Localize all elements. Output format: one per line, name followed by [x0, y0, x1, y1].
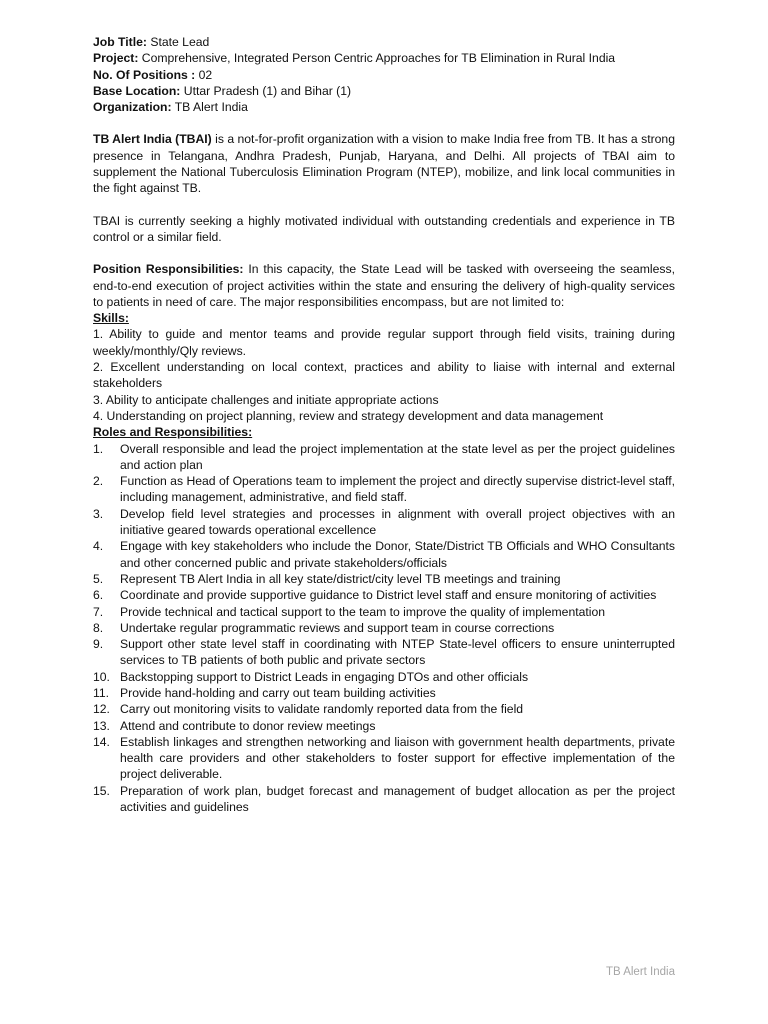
item-text: Backstopping support to District Leads in engaging DTOs and other officials — [120, 669, 529, 684]
list-item — [93, 701, 675, 717]
list-item — [93, 718, 675, 734]
item-text: Overall responsible and lead the project implementation at the state level as per the project guidelines and action plan — [120, 441, 675, 472]
skill-item: 3. Ability to anticipate challenges and initiate appropriate actions — [93, 392, 439, 407]
meta-value: 02 — [195, 67, 213, 82]
item-text: Support other state level staff in coordinating with NTEP State-level officers to ensure uninterrupted services to TB patients of both public and private sectors — [120, 637, 675, 668]
skill-item: 2. Excellent understanding on local context, practices and ability to liaise with internal and external stakeholders — [93, 360, 675, 391]
position-paragraph — [93, 261, 675, 310]
roles-list — [93, 441, 675, 816]
meta-organization — [93, 99, 675, 115]
item-text: Coordinate and provide supportive guidance to District level staff and ensure monitoring of activities — [120, 588, 657, 603]
list-item — [93, 441, 675, 474]
item-number: 7. — [93, 604, 104, 619]
meta-location — [93, 83, 675, 99]
intro-paragraph — [93, 131, 675, 196]
skill-item: 1. Ability to guide and mentor teams and provide regular support through field visits, training during weekly/monthly/Qly reviews. — [93, 327, 675, 358]
item-number: 15. — [93, 783, 110, 798]
list-item — [93, 734, 675, 783]
meta-label: Project: — [93, 51, 139, 66]
item-text: Provide technical and tactical support to the team to improve the quality of implementation — [120, 604, 606, 619]
item-text: Establish linkages and strengthen networking and liaison with government health departments, private health care providers and other stakeholders to foster support for effective implementation of the project deliverable. — [120, 734, 675, 782]
list-item — [93, 783, 675, 816]
list-item — [93, 685, 675, 701]
item-text: Function as Head of Operations team to implement the project and directly supervise district-level staff, including management, administrative, and field staff. — [120, 474, 675, 505]
item-number: 9. — [93, 637, 104, 652]
meta-value: Uttar Pradesh (1) and Bihar (1) — [180, 83, 352, 98]
meta-label: Base Location: — [93, 83, 181, 98]
meta-value: TB Alert India — [171, 100, 248, 115]
seeking-paragraph: TBAI is currently seeking a highly motivated individual with outstanding credentials and experience in TB control or a similar field. — [93, 213, 675, 244]
meta-label: Organization: — [93, 100, 172, 115]
item-text: Attend and contribute to donor review meetings — [120, 718, 376, 733]
item-text: Carry out monitoring visits to validate randomly reported data from the field — [120, 702, 524, 717]
item-number: 12. — [93, 702, 110, 717]
skill-item: 4. Understanding on project planning, review and strategy development and data management — [93, 408, 604, 423]
roles-heading: Roles and Responsibilities: — [93, 425, 253, 440]
list-item — [93, 538, 675, 571]
item-number: 10. — [93, 669, 110, 684]
item-number: 11. — [93, 685, 110, 700]
position-label: Position Responsibilities: — [93, 262, 244, 277]
meta-value: Comprehensive, Integrated Person Centric Approaches for TB Elimination in Rural India — [138, 51, 616, 66]
list-item — [93, 587, 675, 603]
list-item — [93, 571, 675, 587]
list-item — [93, 604, 675, 620]
position-text: In this capacity, the State Lead will be tasked with overseeing the seamless, end-to-end execution of project activities within the state and ensuring the delivery of high-quality services to patients in need of care. The major responsibilities encompass, but are not limited to: — [93, 262, 675, 309]
intro-org-name: TB Alert India (TBAI) — [93, 132, 212, 147]
item-number: 5. — [93, 571, 104, 586]
document-page — [93, 34, 675, 815]
skills-heading: Skills: — [93, 311, 129, 326]
item-number: 2. — [93, 474, 104, 489]
meta-positions — [93, 67, 675, 83]
meta-label: Job Title: — [93, 35, 147, 49]
item-number: 14. — [93, 734, 110, 749]
intro-text: is a not-for-profit organization with a vision to make India free from TB. It has a strong presence in Telangana, Andhra Pradesh, Punjab, Haryana, and Delhi. All projects of TBAI aim to supplement the National Tuberculosis Elimination Program (NTEP), mobilize, and link local communities in the fight against TB. — [93, 132, 675, 196]
item-number: 3. — [93, 506, 104, 521]
item-number: 13. — [93, 718, 110, 733]
list-item — [93, 506, 675, 539]
meta-project — [93, 50, 675, 66]
item-text: Develop field level strategies and processes in alignment with overall project objectives with an initiative geared towards operational excellence — [120, 506, 675, 538]
item-text: Preparation of work plan, budget forecast and management of budget allocation as per the project activities and guidelines — [120, 783, 675, 815]
item-number: 4. — [93, 539, 104, 554]
list-item — [93, 669, 675, 685]
skills-list — [93, 326, 675, 424]
list-item — [93, 473, 675, 506]
item-number: 6. — [93, 588, 104, 603]
meta-label: No. Of Positions : — [93, 67, 196, 82]
item-text: Undertake regular programmatic reviews and support team in course corrections — [120, 620, 555, 635]
meta-job-title — [93, 34, 675, 50]
footer-organization: TB Alert India — [605, 966, 675, 978]
item-number: 1. — [93, 441, 104, 456]
list-item — [93, 620, 675, 636]
job-meta — [93, 34, 675, 115]
item-text: Represent TB Alert India in all key state/district/city level TB meetings and training — [120, 571, 561, 586]
item-text: Engage with key stakeholders who include the Donor, State/District TB Officials and WHO Consultants and other concerned public and private stakeholders/officials — [120, 539, 675, 570]
list-item — [93, 636, 675, 669]
meta-value: State Lead — [146, 35, 210, 49]
item-number: 8. — [93, 620, 104, 635]
item-text: Provide hand-holding and carry out team building activities — [120, 685, 436, 700]
